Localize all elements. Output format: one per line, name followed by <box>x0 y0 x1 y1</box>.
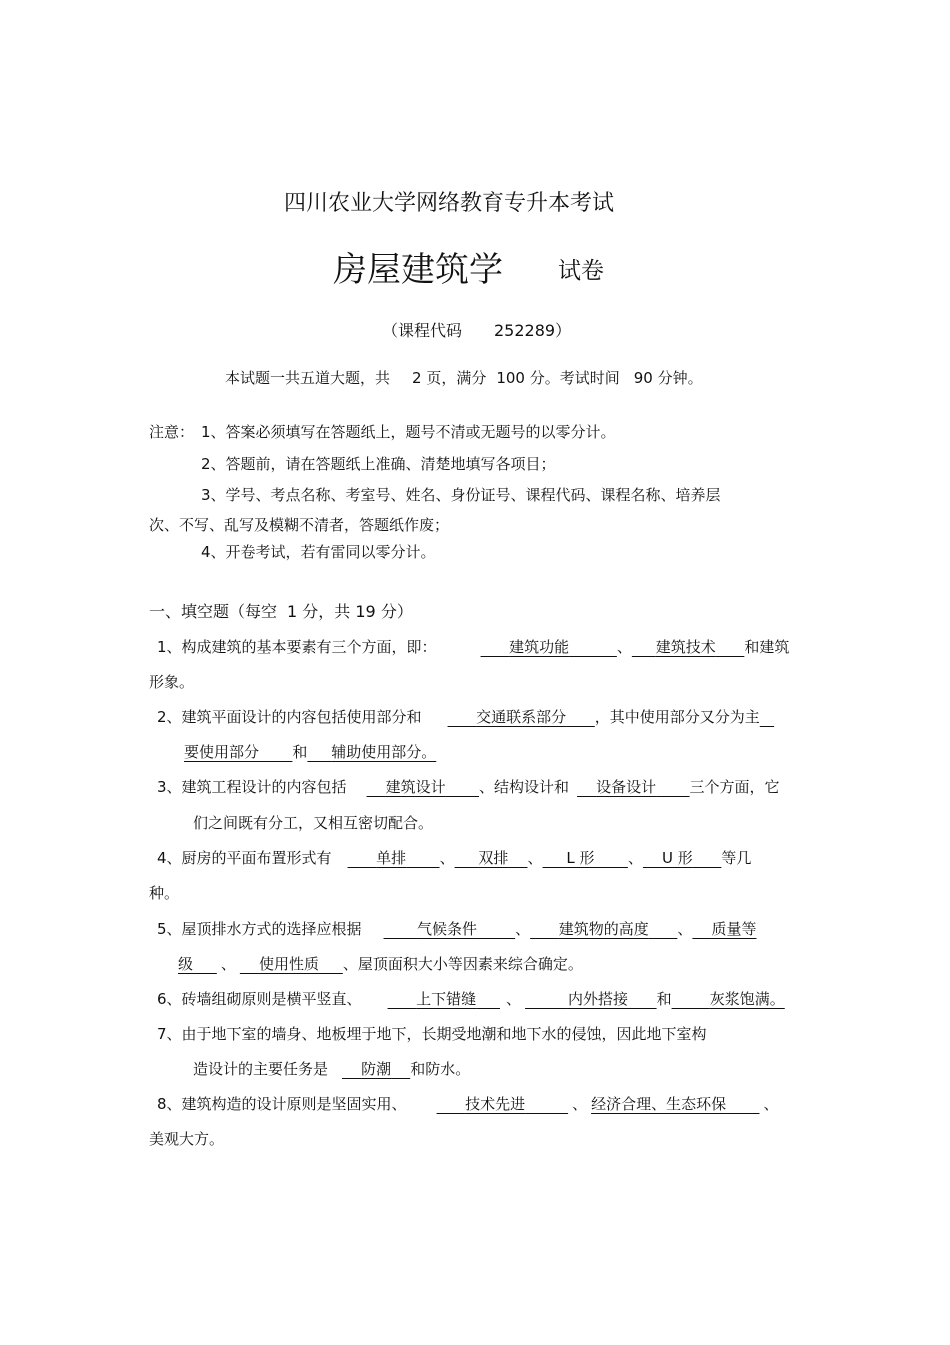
intro-time: 90 分钟。 <box>633 369 703 387</box>
q7-line-2 <box>193 1058 470 1079</box>
intro-pages: 2 页，满分 <box>412 369 487 387</box>
q5-answer-3-cont: 级 <box>178 955 194 973</box>
q5-text-b: 、屋顶面积大小等因素来综合确定。 <box>342 955 583 973</box>
intro-score: 100 分。考试时间 <box>496 369 620 387</box>
q4-sep-2: 、 <box>527 849 543 867</box>
question-3 <box>157 776 780 797</box>
note-3b: 次、不写、乱写及模糊不清者，答题纸作废； <box>149 516 450 534</box>
q4-sep-3: 、 <box>627 849 643 867</box>
question-1 <box>157 636 789 657</box>
q4-text: 4、厨房的平面布置形式有 <box>157 849 332 867</box>
q3-text-b: 、结构设计和 <box>479 778 570 796</box>
q1-text-b: 和建筑 <box>744 638 790 656</box>
note-1: 1、答案必须填写在答题纸上，题号不清或无题号的以零分计。 <box>201 423 616 441</box>
q3-answer-2: 设备设计 <box>596 778 657 796</box>
q8-sep-1: 、 <box>572 1095 588 1113</box>
note-2: 2、答题前，请在答题纸上准确、清楚地填写各项目； <box>201 455 556 473</box>
q2-text-b: ，其中使用部分又分为主 <box>594 708 760 726</box>
paper-word: 试卷 <box>558 258 604 284</box>
note-3a: 3、学号、考点名称、考室号、姓名、身份证号、课程代码、课程名称、培养层 <box>201 486 721 504</box>
q8-answer-2: 经济合理、生态环保 <box>591 1095 727 1113</box>
q5-sep-3: 、 <box>220 955 236 973</box>
q5-text: 5、屋顶排水方式的选择应根据 <box>157 920 362 938</box>
q6-sep-1: 、 <box>506 990 522 1008</box>
q8-sep-2: 、 <box>763 1095 779 1113</box>
question-7: 7、由于地下室的墙身、地板埋于地下，长期受地潮和地下水的侵蚀，因此地下室构 <box>157 1025 707 1043</box>
q1-answer-1: 建筑功能 <box>509 638 570 656</box>
section-1-heading-b: 1 分，共 19 分） <box>287 602 413 621</box>
q4-answer-2: 双排 <box>478 849 509 867</box>
q2-answer-1: 交通联系部分 <box>476 708 567 726</box>
q7-text-b: 造设计的主要任务是 <box>193 1060 329 1078</box>
q6-answer-2: 内外搭接 <box>567 990 628 1008</box>
q8-text: 8、建筑构造的设计原则是坚固实用、 <box>157 1095 407 1113</box>
course-code-value: 252289） <box>494 321 572 340</box>
intro-part-1: 本试题一共五道大题，共 <box>225 369 391 387</box>
school-title: 四川农业大学网络教育专升本考试 <box>284 191 615 216</box>
q7-text-c: 和防水。 <box>410 1060 471 1078</box>
q2-text: 2、建筑平面设计的内容包括使用部分和 <box>157 708 422 726</box>
q5-answer-1: 气候条件 <box>416 920 477 938</box>
q6-text: 6、砖墙组砌原则是横平竖直、 <box>157 990 362 1008</box>
q1-sep: 、 <box>616 638 632 656</box>
q6-text-b: 和 <box>656 990 672 1008</box>
q2-answer-3: 辅助使用部分。 <box>331 743 437 761</box>
q5-answer-4: 使用性质 <box>258 955 319 973</box>
intro-line <box>225 367 703 388</box>
q7-answer-1: 防潮 <box>361 1060 392 1078</box>
q2-line-2 <box>184 741 436 762</box>
note-4: 4、开卷考试，若有雷同以零分计。 <box>201 543 436 561</box>
q1-text: 1、构成建筑的基本要素有三个方面，即： <box>157 638 437 656</box>
q8-continued: 美观大方。 <box>149 1130 225 1148</box>
q4-answer-3: L 形 <box>566 849 595 867</box>
question-6 <box>157 988 785 1009</box>
q1-answer-2: 建筑技术 <box>655 638 716 656</box>
q4-answer-1: 单排 <box>376 849 407 867</box>
q2-answer-2: 要使用部分 <box>184 743 260 761</box>
q3-answer-1: 建筑设计 <box>385 778 446 796</box>
q6-answer-3: 灰浆饱满。 <box>709 990 785 1008</box>
q3-text-c: 三个方面，它 <box>689 778 780 796</box>
section-1-heading-a: 一、填空题（每空 <box>149 602 278 621</box>
q4-answer-4: U 形 <box>662 849 693 867</box>
course-title: 房屋建筑学 <box>333 250 503 290</box>
q2-text-c: 和 <box>292 743 308 761</box>
q3-text: 3、建筑工程设计的内容包括 <box>157 778 347 796</box>
q5-answer-3: 质量等 <box>711 920 757 938</box>
course-code-label: （课程代码 <box>382 321 463 340</box>
q6-answer-1: 上下错缝 <box>416 990 477 1008</box>
q5-sep-2: 、 <box>677 920 693 938</box>
q3-continued: 们之间既有分工，又相互密切配合。 <box>193 814 434 832</box>
q5-sep-1: 、 <box>515 920 531 938</box>
question-4 <box>157 847 751 868</box>
q8-answer-1: 技术先进 <box>465 1095 526 1113</box>
question-8 <box>157 1093 779 1114</box>
question-5 <box>157 918 756 939</box>
q5-answer-2: 建筑物的高度 <box>558 920 649 938</box>
section-1-heading <box>149 599 413 622</box>
q5-line-2 <box>178 953 583 974</box>
q1-continued: 形象。 <box>149 673 195 691</box>
q4-text-b: 等几 <box>721 849 752 867</box>
q4-sep-1: 、 <box>439 849 455 867</box>
q4-continued: 种。 <box>149 884 180 902</box>
question-2 <box>157 706 774 727</box>
notes-label: 注意： <box>149 423 195 441</box>
